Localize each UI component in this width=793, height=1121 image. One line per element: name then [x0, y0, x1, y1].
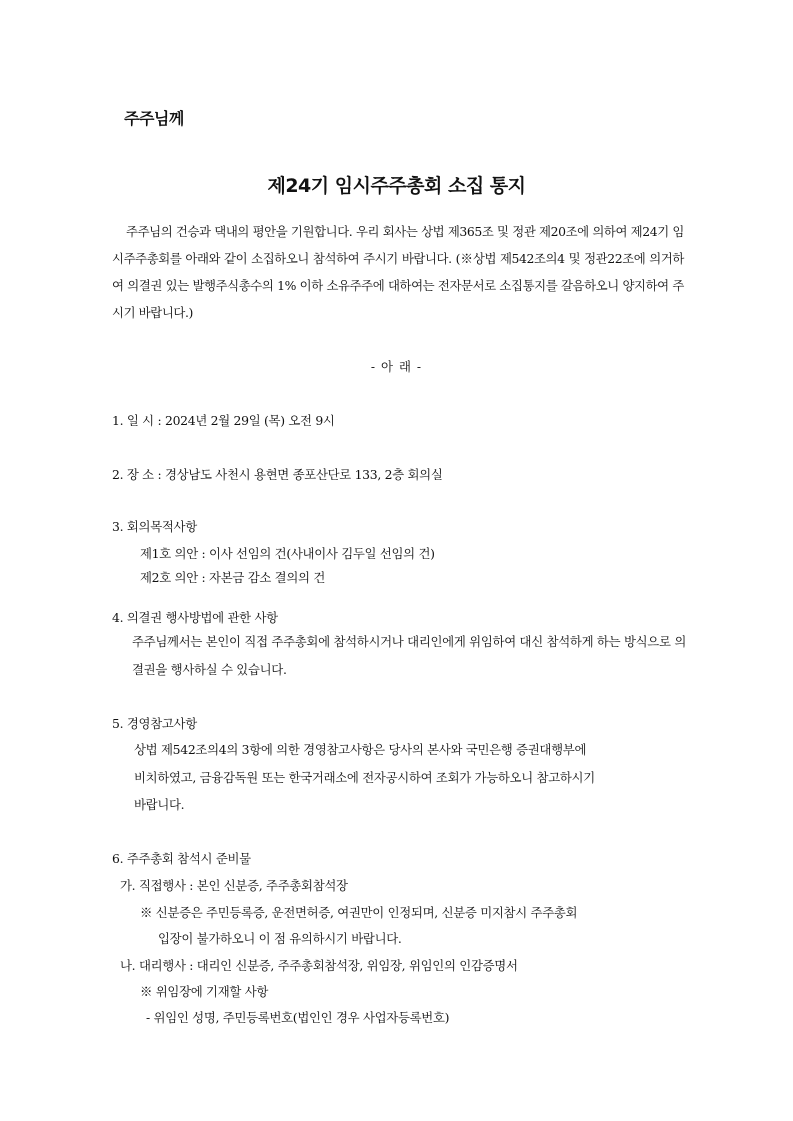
intro-text: 주주님의 건승과 댁내의 평안을 기원합니다. 우리 회사는 상법 제365조 및 정관 제20조에 의하여 제24기 임시주주총회를 아래와 같이 소집하오니 참석하여 주시기 바랍니다. (※상법 제542조의4 및 정관22조에 의거하여 의결권 있는 발행주식총수의 1% 이하 소유주주에 대하여는 전자문서로 소집통지를 갈음하오니 양지하여 주시기 바랍니다.) — [112, 224, 684, 320]
reference-heading: 5. 경영참고사항 — [112, 716, 197, 731]
preparation-direct: 가. 직접행사 : 본인 신분증, 주주총회참석장 — [120, 878, 348, 893]
voting-body: 주주님께서는 본인이 직접 주주총회에 참석하시거나 대리인에게 위임하여 대신 참석하게 하는 방식으로 의결권을 행사하실 수 있습니다. — [132, 634, 686, 677]
reference-line-1: 상법 제542조의4의 3항에 의한 경영참고사항은 당사의 본사와 국민은행 증권대행부에 — [134, 742, 587, 757]
intro-paragraph — [112, 218, 684, 326]
preparation-proxy-detail: - 위임인 성명, 주민등록번호(법인인 경우 사업자등록번호) — [146, 1010, 450, 1025]
agenda-heading: 3. 회의목적사항 — [112, 519, 197, 534]
preparation-proxy: 나. 대리행사 : 대리인 신분증, 주주총회참석장, 위임장, 위임인의 인감증명서 — [120, 958, 518, 973]
preparation-direct-note-2: 입장이 불가하오니 이 점 유의하시기 바랍니다. — [158, 931, 402, 946]
meeting-date: 1. 일 시 : 2024년 2월 29일 (목) 오전 9시 — [112, 413, 335, 428]
reference-line-3: 바랍니다. — [134, 797, 185, 812]
preparation-direct-note-1: ※ 신분증은 주민등록증, 운전면허증, 여권만이 인정되며, 신분증 미지참시 주주총회 — [140, 905, 578, 920]
reference-line-2: 비치하였고, 금융감독원 또는 한국거래소에 전자공시하여 조회가 가능하오니 참고하시기 — [134, 770, 595, 785]
recipient-salutation: 주주님께 — [124, 109, 184, 128]
preparation-proxy-note: ※ 위임장에 기재할 사항 — [140, 984, 269, 999]
section-divider-label: - 아 래 - — [370, 359, 423, 374]
agenda-item-2: 제2호 의안 : 자본금 감소 결의의 건 — [140, 570, 325, 585]
voting-heading: 4. 의결권 행사방법에 관한 사항 — [112, 610, 278, 625]
notice-title: 제24기 임시주주총회 소집 통지 — [267, 175, 526, 197]
agenda-item-1: 제1호 의안 : 이사 선임의 건(사내이사 김두일 선임의 건) — [140, 546, 435, 561]
preparation-heading: 6. 주주총회 참석시 준비물 — [112, 851, 251, 866]
meeting-place: 2. 장 소 : 경상남도 사천시 용현면 종포산단로 133, 2층 회의실 — [112, 467, 443, 482]
